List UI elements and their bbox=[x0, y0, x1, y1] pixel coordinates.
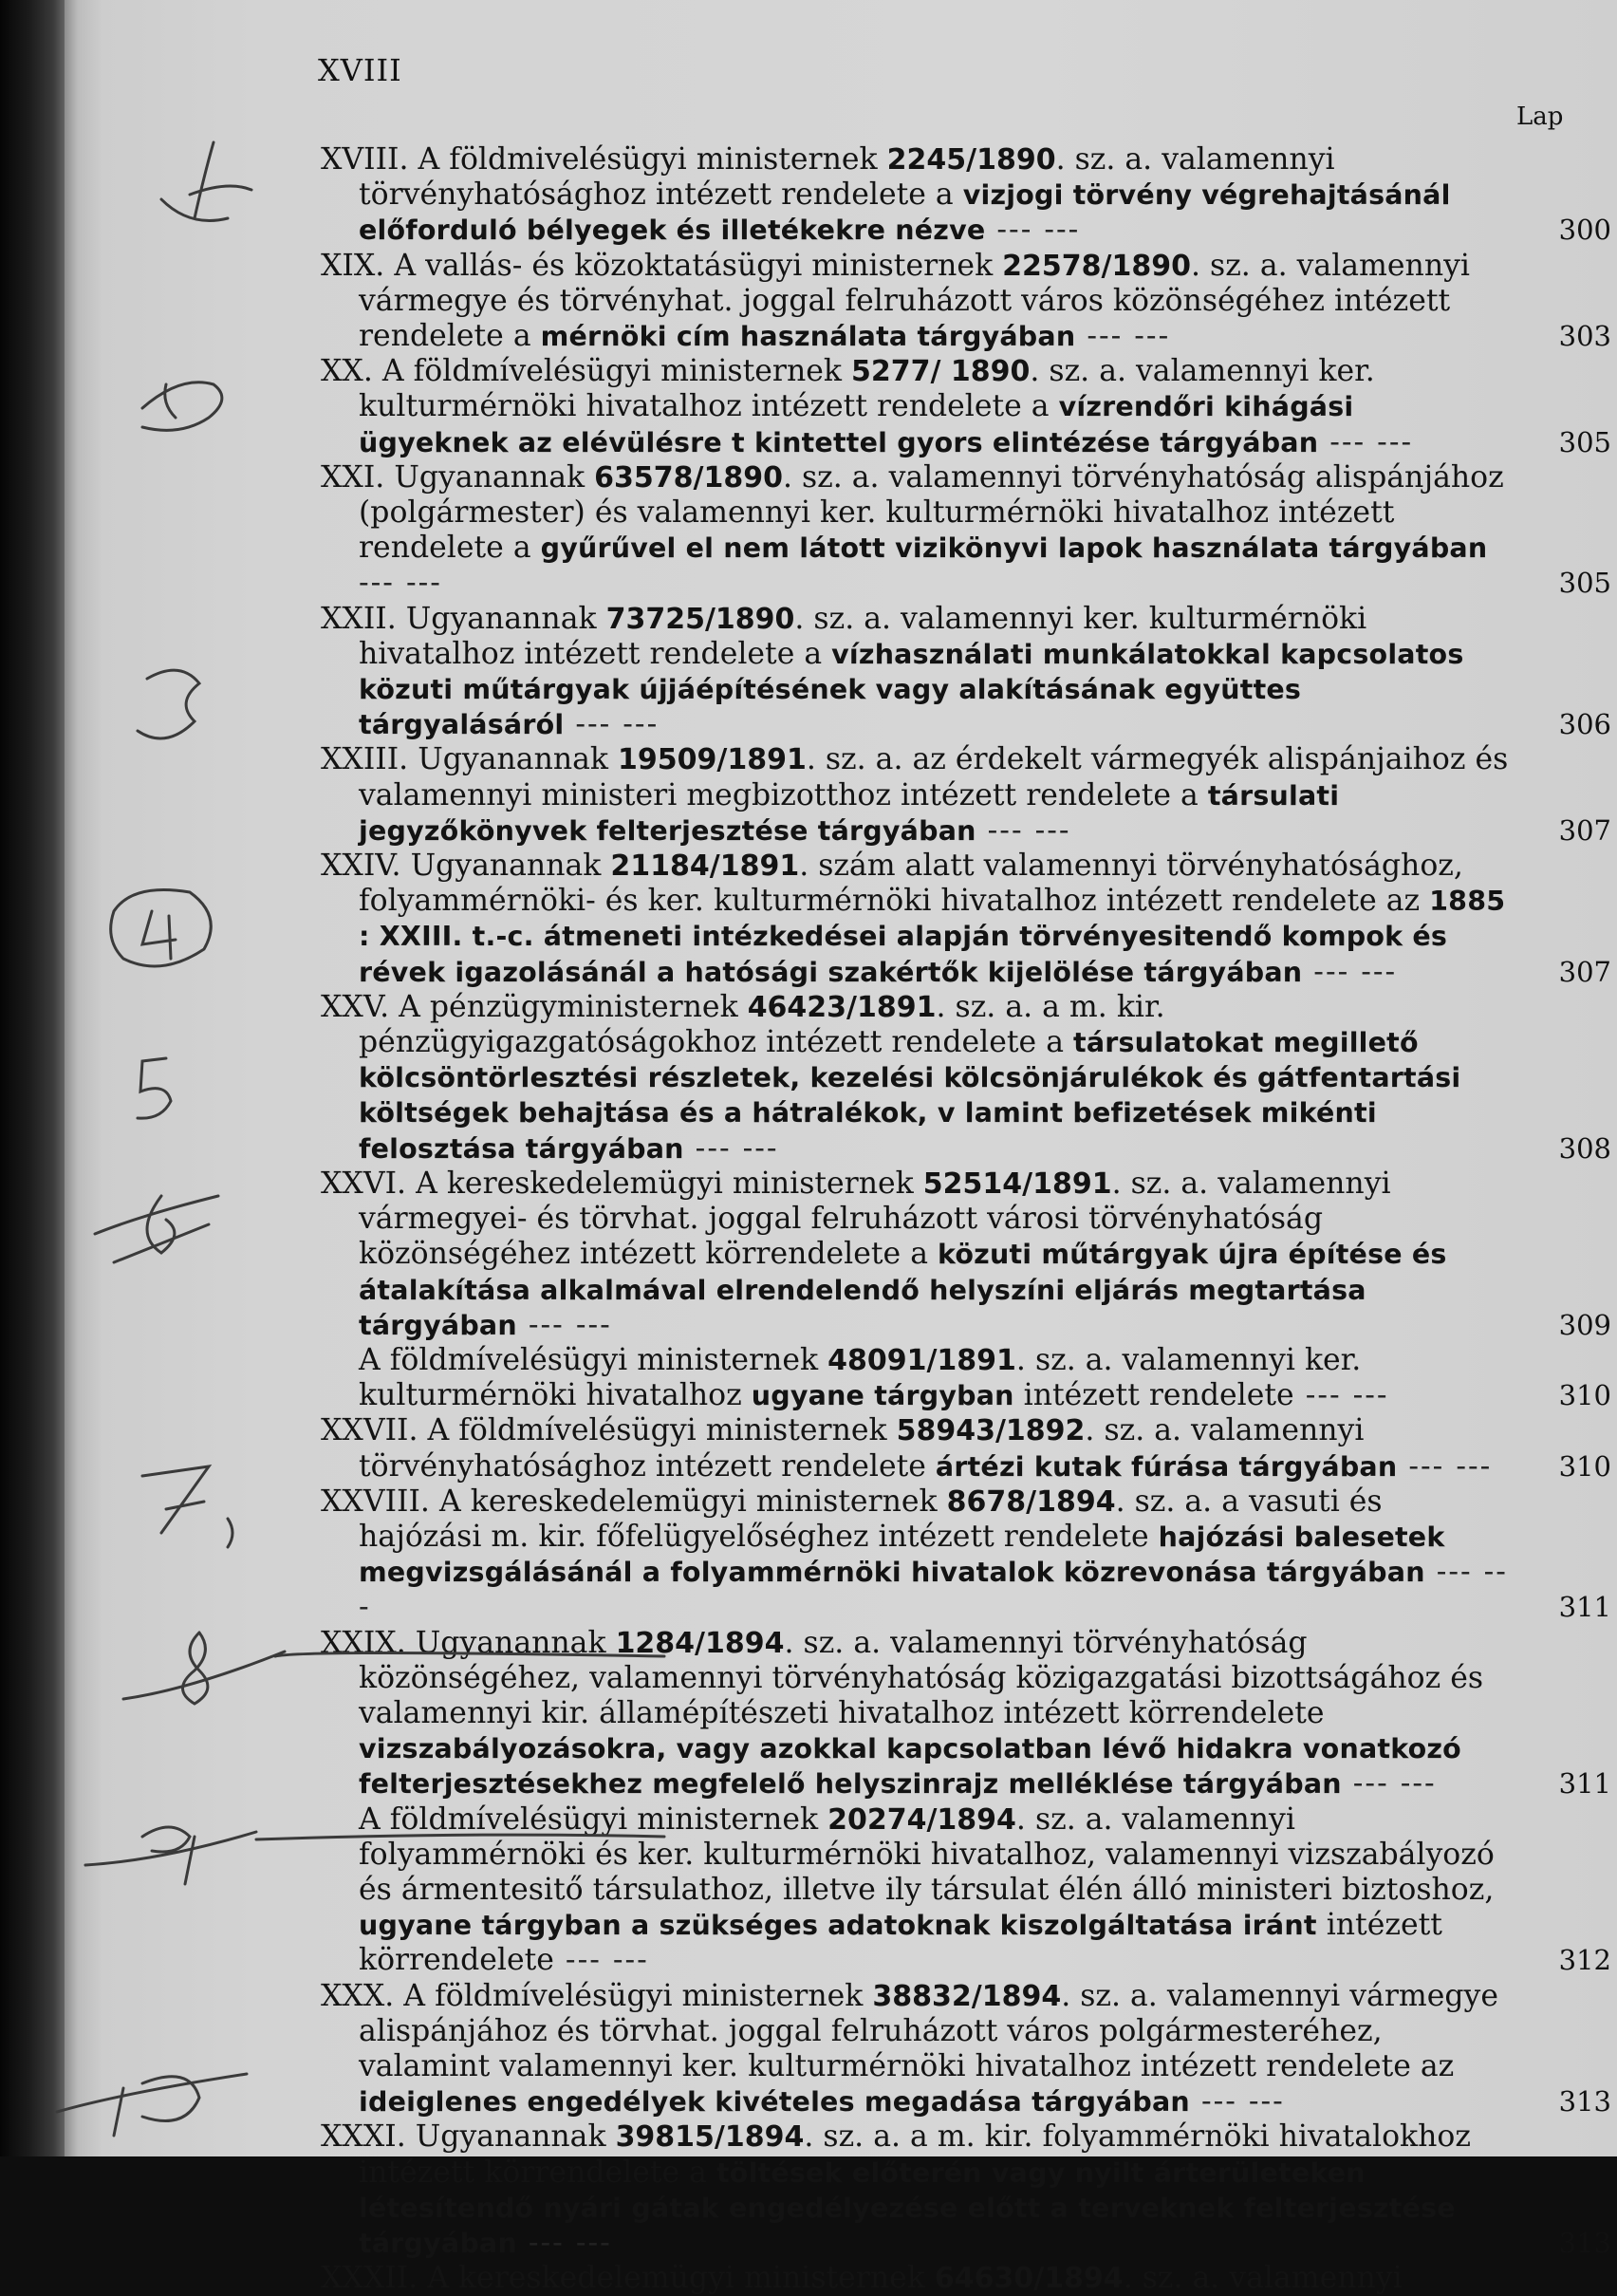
entry-subject: társulati jegyzőkönyvek felterjesztése tárgyában bbox=[359, 779, 1340, 847]
toc-entry bbox=[321, 1166, 1611, 1343]
leader-dots: --- --- bbox=[359, 566, 442, 601]
entry-reference: 20274/1894 bbox=[827, 1802, 1016, 1837]
entry-description: . sz. a. valamennyi törvényhatóság közönségéhez, valamennyi törvényhatóság közigazgatási bizottságához és valamennyi kir. államépítészeti hivatalhoz intézett körrendelete bbox=[359, 1625, 1484, 1730]
entry-suffix: intézett körrendelete bbox=[359, 1908, 1442, 1978]
entry-description: . sz. a. valamennyi törvényhatóság alispánjához (polgármester) és valamennyi ker. kulturmérnöki hivatalhoz intézett rendelete a bbox=[359, 459, 1504, 566]
toc-entry bbox=[321, 989, 1611, 1167]
entry-page: 311 bbox=[1558, 1591, 1611, 1624]
entry-subject: hajózási balesetek megvizsgálásánál a folyammérnöki hivatalok közrevonása tárgyában bbox=[359, 1521, 1445, 1589]
entry-description: . sz. a. a m. kir. pénzügyigazgatóságokhoz intézett rendelete a bbox=[359, 989, 1165, 1060]
toc-entry bbox=[321, 1801, 1611, 1979]
page-number: XVIII bbox=[318, 52, 402, 88]
entry-page: 307 bbox=[1558, 955, 1611, 988]
entry-issuer: A kereskedelemügyi ministernek bbox=[418, 2261, 935, 2296]
entry-description: . sz. a. valamennyi ker. kulturmérnöki hivatalhoz intézett rendelete a bbox=[359, 601, 1367, 671]
leader-dots: --- --- bbox=[1318, 424, 1414, 459]
entry-issuer: A pénzügyministernek bbox=[389, 989, 748, 1024]
entry-issuer: A földmívelésügyi ministernek bbox=[372, 354, 851, 389]
entry-description: . sz. a. valamennyi törvényhatósághoz intézett rendelete bbox=[359, 1413, 1365, 1484]
entry-description: . sz. a. valamennyi ker. kulturmérnöki hivatalhoz intézett rendelete a bbox=[359, 354, 1375, 424]
entry-issuer: Ugyanannak bbox=[396, 601, 606, 636]
toc-entry bbox=[321, 2119, 1611, 2261]
entry-number: XXVI. bbox=[321, 1166, 407, 1201]
leader-dots: --- --- bbox=[1397, 1448, 1493, 1484]
entry-page: 310 bbox=[1558, 1449, 1611, 1483]
entry-number: XXV. bbox=[321, 989, 390, 1024]
entry-number: XXIX. bbox=[321, 1625, 406, 1660]
entry-page: 305 bbox=[1558, 567, 1611, 600]
entry-description: . sz. a. a m. kir. folyammérnöki hivatalokhoz intézett körrendelete a bbox=[359, 2119, 1471, 2190]
toc-entry bbox=[321, 459, 1611, 602]
toc-entry bbox=[321, 1413, 1611, 1484]
entry-subject: töltések előterén vagy nyilt árterületeken létesítendő nyári gátak engedélyezése előtt a terveknek felterjesztése tárgyában bbox=[359, 2156, 1456, 2259]
entry-reference: 64630/1894 bbox=[934, 2262, 1124, 2296]
entry-number: XXIV. bbox=[321, 849, 401, 884]
entry-description: . sz. a. valamennyi folyammérnöki és ker. kulturmérnöki hivatalhoz, valamennyi vizszabályozó és ármentesitő társulathoz, illetve ily társulat élén álló ministeri biztoshoz, bbox=[359, 1801, 1495, 1907]
entry-number: XXXII. bbox=[321, 2261, 418, 2296]
entry-issuer: Ugyanannak bbox=[405, 1625, 616, 1660]
entry-description: . sz. a. valamennyi vármegye és törvényhat. joggal felruházott város közönségéhez intézett rendelete a bbox=[359, 248, 1471, 354]
toc-entry bbox=[321, 248, 1611, 355]
entry-description: . sz. a. valamennyi törvényhatósághoz intézett rendelete a bbox=[359, 142, 1335, 213]
toc-entry bbox=[321, 1484, 1611, 1626]
leader-dots: --- --- bbox=[553, 1943, 649, 1978]
entry-subject: társulatokat megillető kölcsöntörlesztési részletek, kezelési kölcsönjárulékok és gátfentartási költségek behajtása és a hátralékok, v lamint befizetések mikénti felosztása tárgyában bbox=[359, 1027, 1461, 1165]
book-page bbox=[65, 0, 1617, 2296]
book-binding bbox=[0, 0, 66, 2156]
entry-number: XXXI. bbox=[321, 2119, 406, 2155]
toc-entry bbox=[321, 354, 1611, 460]
entry-subject: vizjogi törvény végrehajtásánál előforduló bélyegek és illetékekre nézve bbox=[359, 179, 1451, 247]
leader-dots: --- --- bbox=[683, 1130, 779, 1166]
entry-subject: ideiglenes engedélyek kivételes megadása tárgyában bbox=[359, 2086, 1190, 2119]
leader-dots: --- --- bbox=[359, 1555, 1508, 1625]
leader-dots: --- --- bbox=[516, 1307, 612, 1342]
entry-issuer: Ugyanannak bbox=[405, 2119, 616, 2155]
entry-reference: 58943/1892 bbox=[896, 1414, 1086, 1448]
entry-reference: 22578/1890 bbox=[1002, 249, 1191, 283]
entry-reference: 63578/1890 bbox=[594, 460, 783, 495]
entry-description: . sz. a. a vasuti és hajózási m. kir. főfelügyelőséghez intézett rendelete bbox=[359, 1484, 1383, 1554]
entry-page: 300 bbox=[1558, 214, 1611, 247]
leader-dots: --- --- bbox=[1293, 1378, 1389, 1413]
toc-entry bbox=[321, 601, 1611, 743]
entry-issuer: A földmívelésügyi ministernek bbox=[418, 1413, 897, 1448]
entry-reference: 39815/1894 bbox=[615, 2120, 805, 2155]
entry-issuer: A vallás- és közoktatásügyi ministernek bbox=[384, 248, 1003, 283]
leader-dots: --- --- bbox=[976, 812, 1071, 848]
entry-page: 303 bbox=[1558, 320, 1611, 353]
entry-issuer: A földmívelésügyi ministernek bbox=[394, 1978, 873, 2013]
entry-description: . sz. a. valamennyi bbox=[1123, 2261, 1403, 2296]
entry-reference: 8678/1894 bbox=[946, 1484, 1116, 1519]
entry-subject: vizszabályozásokra, vagy azokkal kapcsolatban lévő hidakra vonatkozó felterjesztésekhez megfelelő helyszinrajz melléklése tárgyában bbox=[359, 1733, 1461, 1801]
entry-page: 310 bbox=[1558, 1379, 1611, 1412]
entry-reference: 21184/1891 bbox=[610, 849, 800, 884]
entry-subject: ugyane tárgyban bbox=[751, 1380, 1014, 1412]
entry-reference: 19509/1891 bbox=[618, 743, 807, 777]
entry-reference: 5277/ 1890 bbox=[850, 355, 1031, 389]
entry-subject: ugyane tárgyban a szükséges adatoknak kiszolgáltatása iránt bbox=[359, 1910, 1317, 1942]
toc-entry bbox=[321, 1342, 1611, 1413]
toc-entry bbox=[321, 2261, 1509, 2296]
entry-reference: 2245/1890 bbox=[886, 143, 1056, 177]
entry-number: XIX. bbox=[321, 248, 385, 283]
entry-description: . sz. a. az érdekelt vármegyék alispánjaihoz és valamennyi ministeri megbizotthoz intézett rendelete a bbox=[359, 742, 1509, 812]
leader-dots: --- --- bbox=[564, 707, 660, 742]
leader-dots: --- --- bbox=[1189, 2084, 1285, 2119]
entry-issuer: A kereskedelemügyi ministernek bbox=[429, 1484, 947, 1519]
entry-description: . sz. a. valamennyi vármegyei- és törvhat. joggal felruházott városi törvényhatóság közönségéhez intézett körrendelete a bbox=[359, 1166, 1391, 1272]
entry-number: XXIII. bbox=[321, 742, 409, 777]
entry-number: XXI. bbox=[321, 459, 385, 495]
entry-subject: vízhasználati munkálatokkal kapcsolatos közuti műtárgyak újjáépítésének vagy alakításának együttes tárgyalásáról bbox=[359, 638, 1464, 741]
entry-page: 305 bbox=[1558, 425, 1611, 458]
entry-number: XXII. bbox=[321, 601, 397, 636]
entry-subject: ártézi kutak fúrása tárgyában bbox=[935, 1450, 1398, 1483]
entry-number: XX. bbox=[321, 354, 373, 389]
toc-entry bbox=[321, 742, 1611, 849]
leader-dots: --- --- bbox=[985, 213, 1081, 248]
entry-issuer: A földmívelésügyi ministernek bbox=[359, 1801, 828, 1837]
entry-page: 313 bbox=[1558, 2085, 1611, 2119]
table-of-contents bbox=[321, 142, 1611, 2296]
entry-issuer: Ugyanannak bbox=[384, 459, 595, 495]
toc-entry bbox=[321, 142, 1611, 249]
entry-page: 311 bbox=[1558, 1767, 1611, 1801]
entry-page: 307 bbox=[1558, 813, 1611, 847]
leader-dots: --- --- bbox=[1341, 1766, 1437, 1801]
entry-issuer: A földmívelésügyi ministernek bbox=[359, 1342, 828, 1377]
entry-number: XVIII. bbox=[321, 142, 409, 177]
entry-reference: 1284/1894 bbox=[615, 1626, 785, 1660]
leader-dots: --- --- bbox=[516, 2225, 612, 2260]
leader-dots: --- --- bbox=[1075, 319, 1171, 354]
entry-number: XXX. bbox=[321, 1978, 395, 2013]
entry-subject: 1885 : XXIII. t.-c. átmeneti intézkedései alapján törvényesitendő kompok és révek igazolásánál a hatósági szakértők kijelölése tárgyában bbox=[359, 886, 1506, 988]
toc-entry bbox=[321, 1625, 1611, 1802]
toc-entry bbox=[321, 1978, 1611, 2120]
entry-description: . sz. a. valamennyi vármegye alispánjához és törvhat. joggal felruházott város polgármesteréhez, valamint valamennyi ker. kulturmérnöki hivatalhoz intézett rendelete az bbox=[359, 1978, 1498, 2083]
entry-description: . sz. a. valamennyi ker. kulturmérnöki hivatalhoz bbox=[359, 1342, 1362, 1413]
entry-suffix: intézett rendelete bbox=[1013, 1378, 1294, 1413]
entry-description: . szám alatt valamennyi törvényhatósághoz, folyammérnöki- és ker. kulturmérnöki hivatalhoz intézett rendelete az bbox=[359, 849, 1463, 919]
toc-entry bbox=[321, 849, 1611, 990]
entry-subject: vízrendőri kihágási ügyeknek az elévülésre t kintettel gyors elintézése tárgyában bbox=[359, 391, 1354, 458]
entry-issuer: A földmivelésügyi ministernek bbox=[408, 142, 887, 177]
entry-page: 313 bbox=[1558, 2226, 1611, 2259]
entry-page: 306 bbox=[1558, 708, 1611, 741]
entry-page: 308 bbox=[1558, 1131, 1611, 1165]
entry-subject: gyűrűvel el nem látott vizikönyvi lapok használata tárgyában bbox=[540, 532, 1488, 565]
entry-number: XXVII. bbox=[321, 1413, 418, 1448]
entry-issuer: Ugyanannak bbox=[408, 742, 619, 777]
entry-issuer: A kereskedelemügyi ministernek bbox=[406, 1166, 923, 1201]
entry-reference: 48091/1891 bbox=[827, 1343, 1016, 1377]
entry-reference: 52514/1891 bbox=[922, 1167, 1112, 1201]
entry-issuer: Ugyanannak bbox=[400, 849, 611, 884]
entry-reference: 73725/1890 bbox=[605, 602, 795, 636]
entry-subject: közuti műtárgyak újra építése és átalakítása alkalmával elrendelendő helyszíni eljárás megtartása tárgyában bbox=[359, 1239, 1447, 1341]
leader-dots: --- --- bbox=[1302, 954, 1398, 989]
entry-reference: 46423/1891 bbox=[747, 990, 937, 1024]
entry-subject: mérnöki cím használata tárgyában bbox=[540, 321, 1076, 353]
entry-page: 312 bbox=[1558, 1944, 1611, 1977]
page-column-label: Lap bbox=[1516, 103, 1564, 131]
entry-page: 309 bbox=[1558, 1308, 1611, 1341]
entry-number: XXVIII. bbox=[321, 1484, 430, 1519]
entry-reference: 38832/1894 bbox=[872, 1979, 1062, 2013]
